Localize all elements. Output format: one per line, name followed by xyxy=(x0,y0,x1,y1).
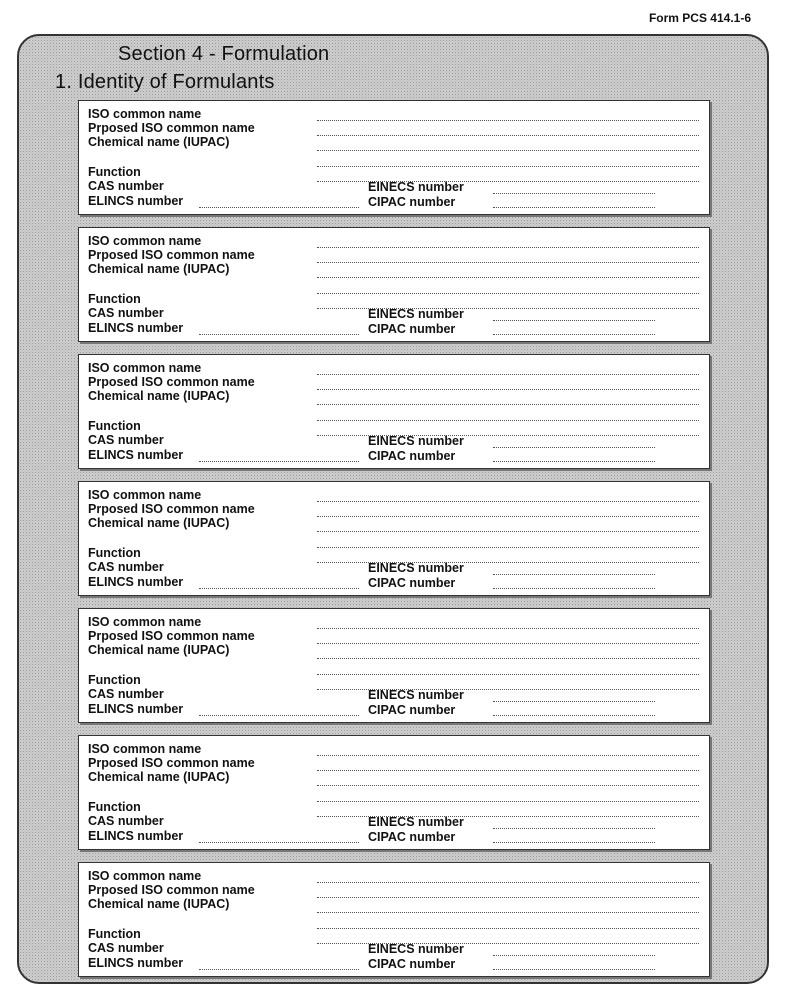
iso-common-name-field[interactable] xyxy=(317,882,699,883)
proposed-iso-common-name-label: Prposed ISO common name xyxy=(88,883,255,897)
iso-common-name-field[interactable] xyxy=(317,501,699,502)
chemical-name-label: Chemical name (IUPAC) xyxy=(88,897,230,911)
cipac-number-label: CIPAC number xyxy=(368,830,456,844)
function-label: Function xyxy=(88,927,141,941)
proposed-iso-common-name-field[interactable] xyxy=(317,516,699,517)
cipac-number-label: CIPAC number xyxy=(368,576,456,590)
formulant-block xyxy=(78,481,710,596)
chemical-name-label: Chemical name (IUPAC) xyxy=(88,262,230,276)
section-title: Section 4 - Formulation xyxy=(118,43,330,65)
iso-common-name-label: ISO common name xyxy=(88,869,202,883)
cas-elincs-number-field[interactable] xyxy=(199,588,359,589)
function-field[interactable] xyxy=(317,562,699,563)
elincs-number-label: ELINCS number xyxy=(88,448,184,462)
einecs-number-field[interactable] xyxy=(493,955,655,956)
iso-common-name-field[interactable] xyxy=(317,755,699,756)
elincs-number-label: ELINCS number xyxy=(88,575,184,589)
function-label: Function xyxy=(88,800,141,814)
function-label: Function xyxy=(88,673,141,687)
formulant-block xyxy=(78,100,710,215)
chemical-name-field[interactable] xyxy=(317,912,699,913)
chemical-name-field[interactable] xyxy=(317,404,699,405)
function-field[interactable] xyxy=(317,308,699,309)
proposed-iso-common-name-field[interactable] xyxy=(317,262,699,263)
cas-number-label: CAS number xyxy=(88,433,164,447)
elincs-number-label: ELINCS number xyxy=(88,702,184,716)
cas-number-label: CAS number xyxy=(88,560,164,574)
chemical-name-field-continued[interactable] xyxy=(317,674,699,675)
iso-common-name-field[interactable] xyxy=(317,374,699,375)
iso-common-name-label: ISO common name xyxy=(88,234,202,248)
elincs-number-label: ELINCS number xyxy=(88,829,184,843)
function-field[interactable] xyxy=(317,816,699,817)
subsection-title: 1. Identity of Formulants xyxy=(55,71,275,93)
elincs-number-label: ELINCS number xyxy=(88,956,184,970)
formulant-block xyxy=(78,354,710,469)
chemical-name-field-continued[interactable] xyxy=(317,547,699,548)
iso-common-name-label: ISO common name xyxy=(88,742,202,756)
cipac-number-field[interactable] xyxy=(493,334,655,335)
cipac-number-field[interactable] xyxy=(493,842,655,843)
cipac-number-field[interactable] xyxy=(493,588,655,589)
cipac-number-field[interactable] xyxy=(493,207,655,208)
iso-common-name-label: ISO common name xyxy=(88,615,202,629)
cipac-number-label: CIPAC number xyxy=(368,322,456,336)
proposed-iso-common-name-label: Prposed ISO common name xyxy=(88,756,255,770)
einecs-number-field[interactable] xyxy=(493,701,655,702)
cas-elincs-number-field[interactable] xyxy=(199,715,359,716)
function-label: Function xyxy=(88,419,141,433)
cas-number-label: CAS number xyxy=(88,687,164,701)
chemical-name-field[interactable] xyxy=(317,531,699,532)
cas-number-label: CAS number xyxy=(88,941,164,955)
chemical-name-label: Chemical name (IUPAC) xyxy=(88,389,230,403)
cas-number-label: CAS number xyxy=(88,306,164,320)
cipac-number-label: CIPAC number xyxy=(368,957,456,971)
cas-elincs-number-field[interactable] xyxy=(199,207,359,208)
einecs-number-field[interactable] xyxy=(493,828,655,829)
elincs-number-label: ELINCS number xyxy=(88,321,184,335)
cas-elincs-number-field[interactable] xyxy=(199,461,359,462)
proposed-iso-common-name-label: Prposed ISO common name xyxy=(88,121,255,135)
chemical-name-field-continued[interactable] xyxy=(317,928,699,929)
einecs-number-label: EINECS number xyxy=(368,180,464,194)
function-field[interactable] xyxy=(317,689,699,690)
einecs-number-label: EINECS number xyxy=(368,942,464,956)
einecs-number-label: EINECS number xyxy=(368,434,464,448)
cas-elincs-number-field[interactable] xyxy=(199,969,359,970)
chemical-name-field[interactable] xyxy=(317,150,699,151)
function-field[interactable] xyxy=(317,943,699,944)
einecs-number-field[interactable] xyxy=(493,574,655,575)
proposed-iso-common-name-field[interactable] xyxy=(317,897,699,898)
cipac-number-field[interactable] xyxy=(493,969,655,970)
einecs-number-label: EINECS number xyxy=(368,561,464,575)
chemical-name-field-continued[interactable] xyxy=(317,801,699,802)
elincs-number-label: ELINCS number xyxy=(88,194,184,208)
proposed-iso-common-name-label: Prposed ISO common name xyxy=(88,629,255,643)
cipac-number-field[interactable] xyxy=(493,715,655,716)
cas-number-label: CAS number xyxy=(88,179,164,193)
einecs-number-label: EINECS number xyxy=(368,688,464,702)
formulant-block xyxy=(78,735,710,850)
chemical-name-field[interactable] xyxy=(317,277,699,278)
chemical-name-field[interactable] xyxy=(317,658,699,659)
function-field[interactable] xyxy=(317,435,699,436)
chemical-name-field-continued[interactable] xyxy=(317,420,699,421)
proposed-iso-common-name-label: Prposed ISO common name xyxy=(88,502,255,516)
chemical-name-label: Chemical name (IUPAC) xyxy=(88,643,230,657)
chemical-name-label: Chemical name (IUPAC) xyxy=(88,770,230,784)
function-label: Function xyxy=(88,546,141,560)
cas-elincs-number-field[interactable] xyxy=(199,842,359,843)
proposed-iso-common-name-field[interactable] xyxy=(317,770,699,771)
einecs-number-label: EINECS number xyxy=(368,307,464,321)
proposed-iso-common-name-label: Prposed ISO common name xyxy=(88,248,255,262)
formulant-block xyxy=(78,862,710,977)
formulant-block xyxy=(78,227,710,342)
proposed-iso-common-name-field[interactable] xyxy=(317,643,699,644)
chemical-name-label: Chemical name (IUPAC) xyxy=(88,135,230,149)
proposed-iso-common-name-field[interactable] xyxy=(317,135,699,136)
iso-common-name-label: ISO common name xyxy=(88,361,202,375)
iso-common-name-label: ISO common name xyxy=(88,107,202,121)
form-number: Form PCS 414.1-6 xyxy=(648,11,751,25)
cas-number-label: CAS number xyxy=(88,814,164,828)
einecs-number-label: EINECS number xyxy=(368,815,464,829)
iso-common-name-field[interactable] xyxy=(317,247,699,248)
iso-common-name-field[interactable] xyxy=(317,628,699,629)
cas-elincs-number-field[interactable] xyxy=(199,334,359,335)
proposed-iso-common-name-field[interactable] xyxy=(317,389,699,390)
cipac-number-label: CIPAC number xyxy=(368,195,456,209)
chemical-name-field-continued[interactable] xyxy=(317,166,699,167)
formulant-block xyxy=(78,608,710,723)
einecs-number-field[interactable] xyxy=(493,447,655,448)
cipac-number-label: CIPAC number xyxy=(368,449,456,463)
chemical-name-label: Chemical name (IUPAC) xyxy=(88,516,230,530)
cipac-number-field[interactable] xyxy=(493,461,655,462)
function-field[interactable] xyxy=(317,181,699,182)
einecs-number-field[interactable] xyxy=(493,193,655,194)
formulant-list xyxy=(78,100,710,989)
chemical-name-field-continued[interactable] xyxy=(317,293,699,294)
einecs-number-field[interactable] xyxy=(493,320,655,321)
proposed-iso-common-name-label: Prposed ISO common name xyxy=(88,375,255,389)
chemical-name-field[interactable] xyxy=(317,785,699,786)
iso-common-name-label: ISO common name xyxy=(88,488,202,502)
function-label: Function xyxy=(88,292,141,306)
cipac-number-label: CIPAC number xyxy=(368,703,456,717)
function-label: Function xyxy=(88,165,141,179)
iso-common-name-field[interactable] xyxy=(317,120,699,121)
